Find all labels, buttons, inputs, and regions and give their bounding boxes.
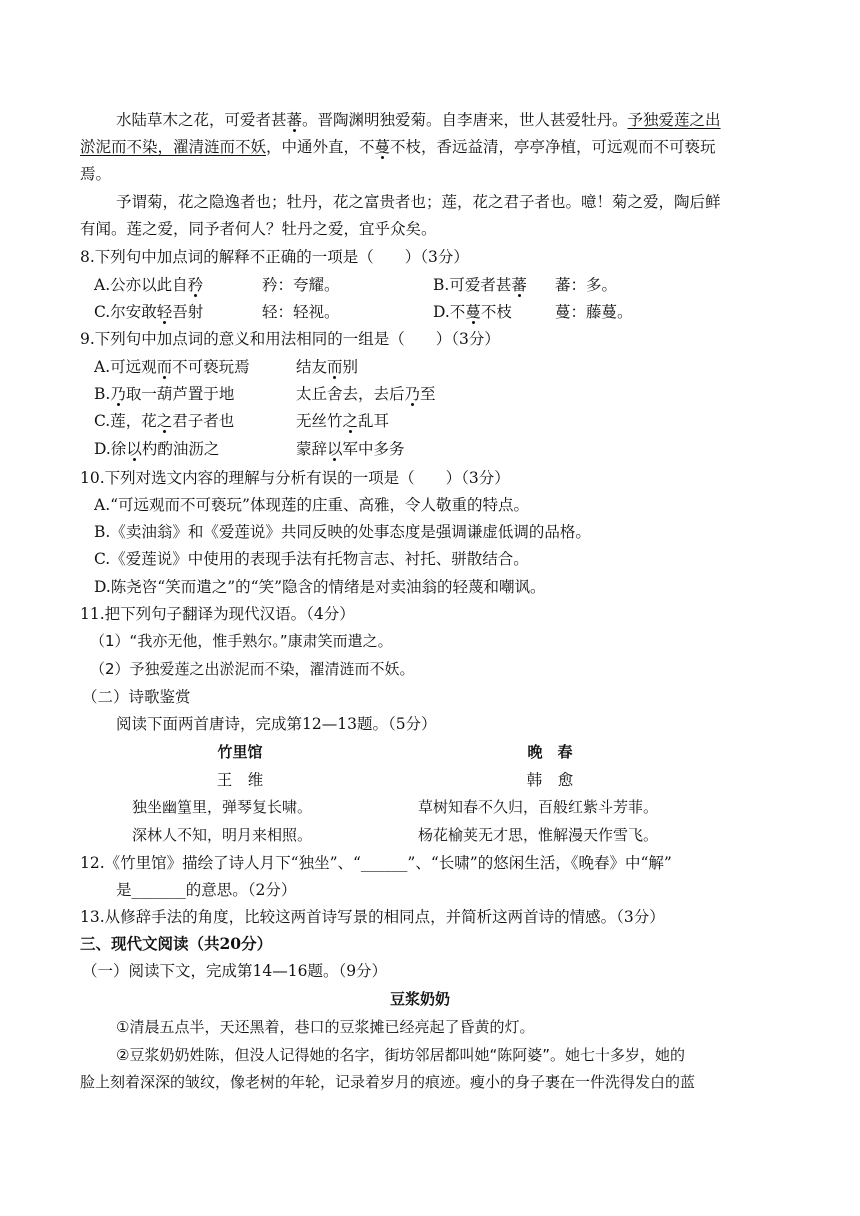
q9-option-c: C.莲，花之君子者也 <box>94 412 235 430</box>
q13-stem: 13.从修辞手法的角度，比较这两首诗写景的相同点，并简析这两首诗的情感。（3分） <box>80 908 665 926</box>
q8-stem: 8.下列句中加点词的解释不正确的一项是（ ）（3分） <box>80 248 469 266</box>
q12-line-2: 是_______的意思。（2分） <box>116 881 297 899</box>
q8-option-b-gloss: 蕃：多。 <box>555 276 618 294</box>
section3-heading: 三、现代文阅读（共20分） <box>80 934 273 953</box>
passage-line-3: 焉。 <box>80 165 112 183</box>
q8-option-d-gloss: 蔓：藤蔓。 <box>555 303 633 321</box>
article-title: 豆浆奶奶 <box>389 990 450 1008</box>
poetry-heading: （二）诗歌鉴赏 <box>82 688 191 706</box>
poem1-line-2: 深林人不知，明月来相照。 <box>132 826 313 844</box>
q9-option-d: D.徐以杓酌油沥之 <box>94 440 220 458</box>
poem2-line-2: 杨花榆荚无才思，惟解漫天作雪飞。 <box>418 826 659 844</box>
q9-option-a-pair: 结友而别 <box>296 358 359 376</box>
q8-option-b: B.可爱者甚蕃 <box>433 276 527 294</box>
article-para-2-line-1: ②豆浆奶奶姓陈，但没人记得她的名字，街坊邻居都叫她“陈阿婆”。她七十多岁，她的 <box>116 1046 685 1064</box>
q10-option-a: A.“可远观而不可亵玩”体现莲的庄重、高雅，令人敬重的特点。 <box>94 496 529 514</box>
q10-stem: 10.下列对选文内容的理解与分析有误的一项是（ ）（3分） <box>80 469 510 487</box>
poem1-title: 竹里馆 <box>217 743 263 761</box>
q12-line-1: 12.《竹里馆》描绘了诗人月下“独坐”、“______”、“长啸”的悠闲生活，《晚春》中“解” <box>80 854 672 872</box>
q10-option-d: D.陈尧咨“笑而遣之”的“笑”隐含的情绪是对卖油翁的轻蔑和嘲讽。 <box>94 578 546 596</box>
q11-stem: 11.把下列句子翻译为现代汉语。（4分） <box>80 605 355 623</box>
q9-option-d-pair: 蒙辞以军中多务 <box>296 440 405 458</box>
q8-option-c: C.尔安敢轻吾射 <box>94 303 204 321</box>
article-para-1: ①清晨五点半，天还黑着，巷口的豆浆摊已经亮起了昏黄的灯。 <box>116 1018 535 1036</box>
q9-option-b: B.乃取一葫芦置于地 <box>94 385 235 403</box>
q10-option-b: B.《卖油翁》和《爱莲说》共同反映的处事态度是强调谦虚低调的品格。 <box>94 523 591 541</box>
poem1-author: 王 维 <box>216 771 264 789</box>
passage-line-2: 淤泥而不染，濯清涟而不妖，中通外直，不蔓不枝，香远益清，亭亭净植，可远观而不可亵玩 <box>80 138 716 156</box>
passage-line-1: 水陆草木之花，可爱者甚蕃。晋陶渊明独爱菊。自李唐来，世人甚爱牡丹。予独爱莲之出 <box>116 111 721 129</box>
q8-option-c-gloss: 轻：轻视。 <box>262 303 340 321</box>
q11-sentence-2: （2）予独爱莲之出淤泥而不染，濯清涟而不妖。 <box>90 660 415 678</box>
q9-option-b-pair: 太丘舍去，去后乃至 <box>296 385 436 403</box>
poem1-line-1: 独坐幽篁里，弹琴复长啸。 <box>132 798 313 816</box>
section3-subheading: （一）阅读下文，完成第14—16题。（9分） <box>82 962 388 980</box>
poem2-title: 晚 春 <box>527 743 573 761</box>
q11-sentence-1: （1）“我亦无他，惟手熟尔。”康肃笑而遣之。 <box>90 632 393 650</box>
passage-line-5: 有闻。莲之爱，同予者何人？牡丹之爱，宜乎众矣。 <box>80 220 437 238</box>
passage-line-4: 予谓菊，花之隐逸者也；牡丹，花之富贵者也；莲，花之君子者也。噫！菊之爱，陶后鲜 <box>116 193 721 211</box>
poem2-line-1: 草树知春不久归，百般红紫斗芳菲。 <box>418 798 659 816</box>
q9-option-a: A.可远观而不可亵玩焉 <box>94 358 250 376</box>
q8-option-d: D.不蔓不枝 <box>433 303 512 321</box>
article-para-2-line-2: 脸上刻着深深的皱纹，像老树的年轮，记录着岁月的痕迹。瘦小的身子裹在一件洗得发白的蓝 <box>80 1073 696 1091</box>
q9-option-c-pair: 无丝竹之乱耳 <box>296 412 390 430</box>
poem2-author: 韩 愈 <box>526 771 574 789</box>
q10-option-c: C.《爱莲说》中使用的表现手法有托物言志、衬托、骈散结合。 <box>94 550 529 568</box>
poetry-intro: 阅读下面两首唐诗，完成第12—13题。（5分） <box>116 715 437 733</box>
q8-option-a: A.公亦以此自矜 <box>94 276 204 294</box>
q8-option-a-gloss: 矜：夸耀。 <box>262 276 340 294</box>
q9-stem: 9.下列句中加点词的意义和用法相同的一组是（ ）（3分） <box>80 330 500 348</box>
